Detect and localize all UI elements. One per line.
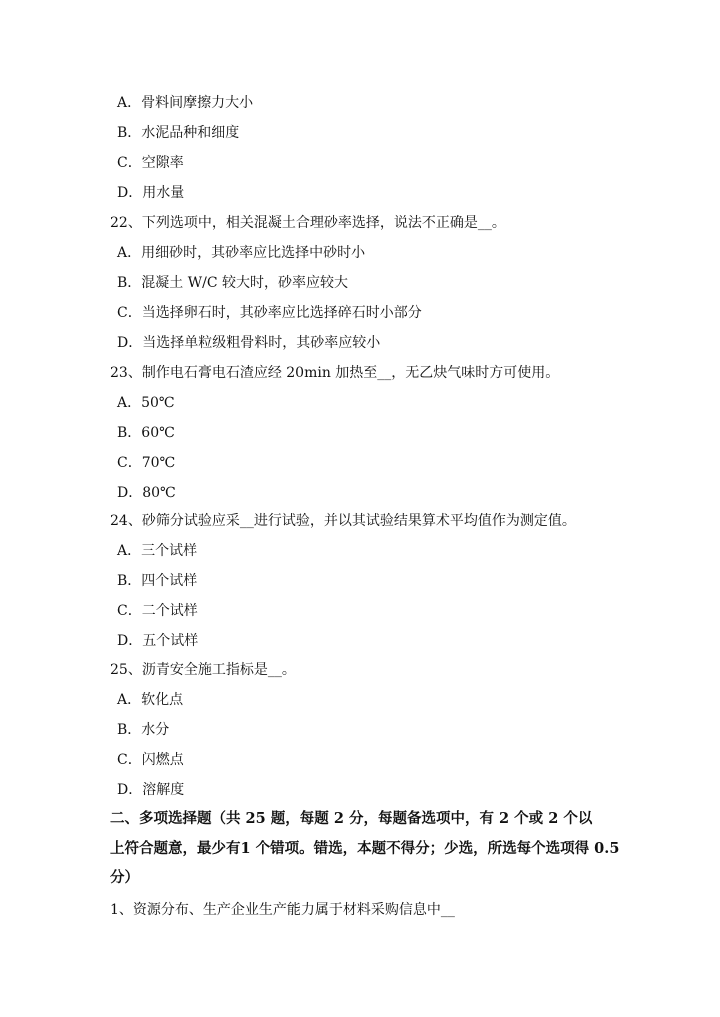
question-23: 23、制作电石膏电石渣应经 20min 加热至__，无乙炔气味时方可使用。	[110, 365, 560, 381]
option-line: C．闪燃点	[117, 752, 184, 768]
question-24: 24、砂筛分试验应采__进行试验，并以其试验结果算术平均值作为测定值。	[110, 513, 576, 529]
section-heading: 上符合题意，最少有1 个错项。错选，本题不得分；少选，所选每个选项得 0.5	[110, 840, 620, 857]
option-line: D．80℃	[117, 485, 176, 501]
question-1: 1、资源分布、生产企业生产能力属于材料采购信息中__	[110, 902, 455, 918]
section-heading: 分）	[110, 869, 139, 886]
option-line: B．水分	[117, 722, 170, 738]
option-line: C．当选择卵石时，其砂率应比选择碎石时小部分	[117, 305, 422, 321]
option-line: C．空隙率	[117, 155, 184, 171]
section-heading: 二、多项选择题（共 25 题，每题 2 分，每题备选项中，有 2 个或 2 个以	[110, 810, 593, 827]
option-line: B．60℃	[117, 425, 175, 441]
option-line: A．50℃	[117, 395, 175, 411]
question-22: 22、下列选项中，相关混凝土合理砂率选择，说法不正确是__。	[110, 215, 506, 231]
option-line: A．骨料间摩擦力大小	[117, 95, 254, 111]
option-line: D．溶解度	[117, 782, 185, 798]
option-line: C．70℃	[117, 455, 176, 471]
option-line: D．用水量	[117, 185, 185, 201]
option-line: A．三个试样	[117, 543, 198, 559]
option-line: D．五个试样	[117, 633, 199, 649]
option-line: A．用细砂时，其砂率应比选择中砂时小	[117, 245, 366, 261]
option-line: C．二个试样	[117, 603, 198, 619]
option-line: D．当选择单粒级粗骨料时，其砂率应较小	[117, 335, 381, 351]
option-line: A．软化点	[117, 692, 184, 708]
option-line: B．水泥品种和细度	[117, 125, 240, 141]
question-25: 25、沥青安全施工指标是__。	[110, 662, 296, 678]
option-line: B．混凝土 W/C 较大时，砂率应较大	[117, 275, 349, 291]
option-line: B．四个试样	[117, 573, 198, 589]
